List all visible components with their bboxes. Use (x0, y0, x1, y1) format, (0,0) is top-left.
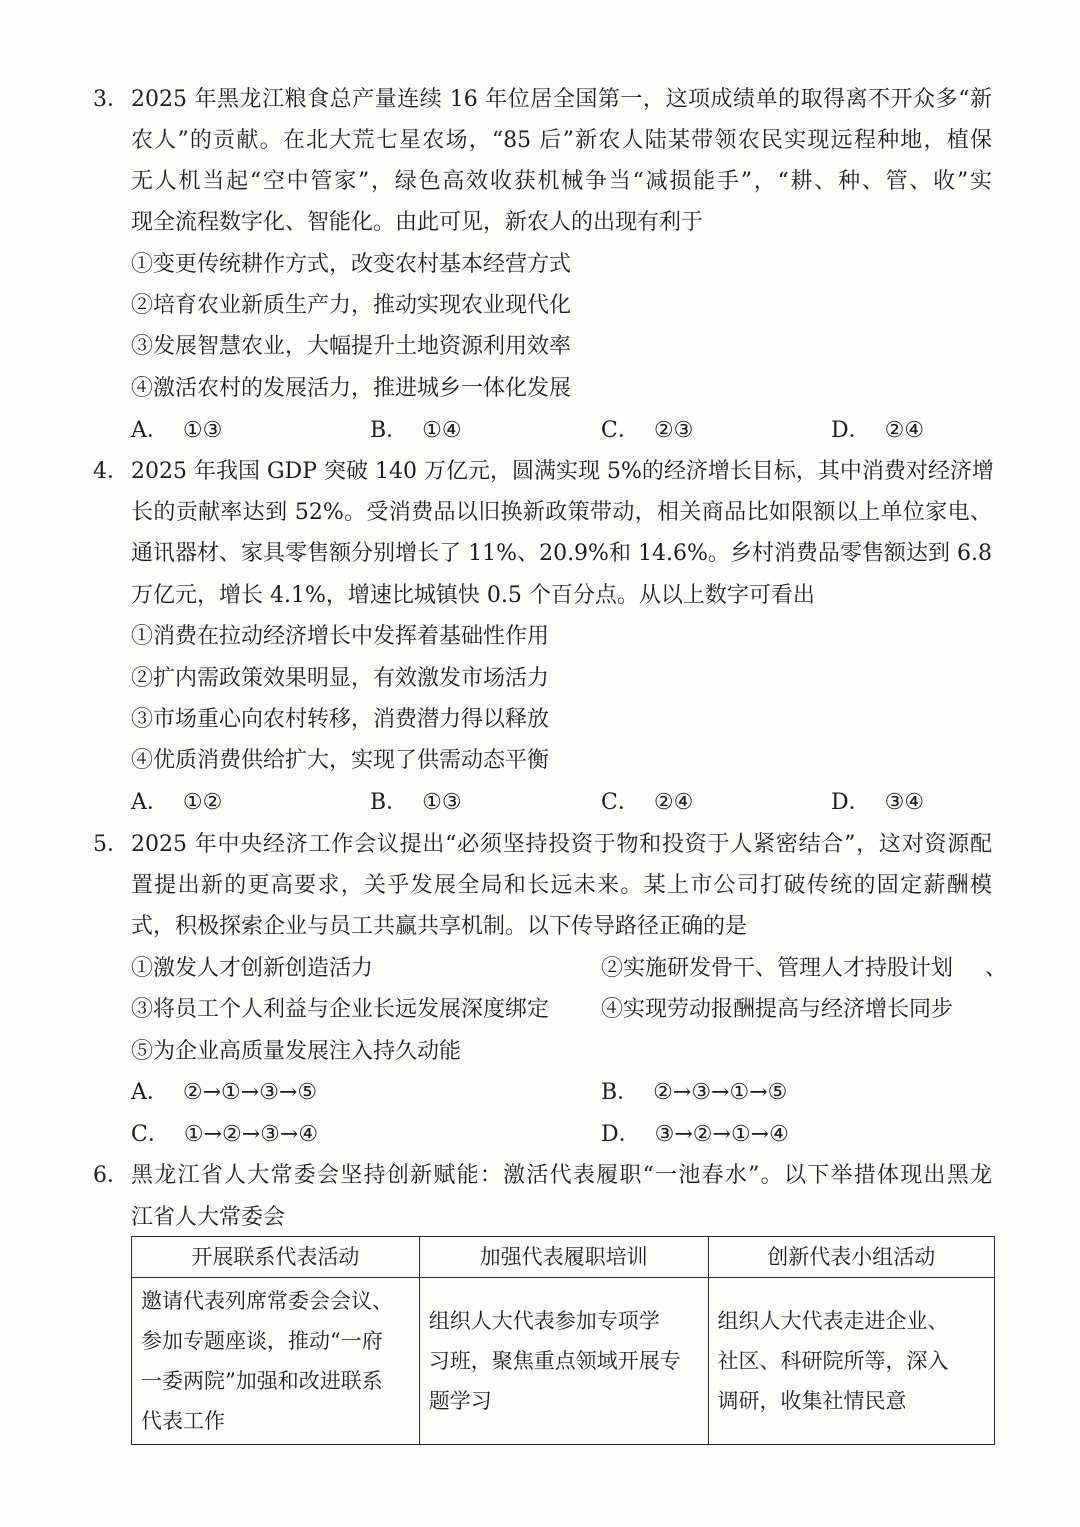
measures-table (131, 1236, 995, 1445)
statement-3: ③发展智慧农业，大幅提升土地资源利用效率 (131, 334, 572, 359)
question-number: 5． (93, 832, 129, 857)
question-stem-line: 无人机当起“空中管家”，绿色高效收获机械争当“减损能手”，“耕、种、管、收”实 (131, 169, 992, 194)
stray-mark: 、 (985, 956, 1008, 981)
table-header-cell: 开展联系代表活动 (132, 1237, 420, 1278)
statement-3: ③市场重心向农村转移，消费潜力得以释放 (131, 707, 550, 732)
option-c[interactable]: C． ②④ (601, 790, 694, 815)
option-b[interactable]: B． ①③ (370, 790, 462, 815)
statement-2: ②扩内需政策效果明显，有效激发市场活力 (131, 666, 550, 691)
statement-4: ④实现劳动报酬提高与经济增长同步 (601, 997, 954, 1022)
question-stem-line: 2025 年中央经济工作会议提出“必须坚持投资于物和投资于人紧密结合”，这对资源配 (131, 832, 992, 857)
question-stem-line: 置提出新的更高要求，关乎发展全局和长远未来。某上市公司打破传统的固定薪酬模 (131, 873, 992, 898)
question-stem-line: 式，积极探索企业与员工共赢共享机制。以下传导路径正确的是 (131, 914, 748, 939)
question-stem-line: 2025 年我国 GDP 突破 140 万亿元，圆满实现 5%的经济增长目标，其中消费对经济增 (131, 459, 994, 484)
table-row (132, 1278, 995, 1445)
statement-1: ①激发人才创新创造活力 (131, 956, 374, 981)
question-stem-line: 长的贡献率达到 52%。受消费品以旧换新政策带动，相关商品比如限额以上单位家电、 (131, 500, 992, 525)
option-c[interactable]: C． ②③ (601, 418, 694, 443)
table-header-row (132, 1237, 995, 1278)
table-cell: 组织人大代表参加专项学 习班，聚焦重点领域开展专 题学习 (419, 1278, 708, 1445)
option-a[interactable]: A． ①② (131, 790, 223, 815)
option-a[interactable]: A． ②→①→③→⑤ (131, 1080, 318, 1105)
option-b[interactable]: B． ②→③→①→⑤ (601, 1080, 788, 1105)
question-number: 4． (93, 459, 129, 484)
option-a[interactable]: A． ①③ (131, 418, 223, 443)
option-d[interactable]: D． ③→②→①→④ (601, 1122, 789, 1147)
option-b[interactable]: B． ①④ (370, 418, 462, 443)
question-stem-line: 农人”的贡献。在北大荒七星农场，“85 后”新农人陆某带领农民实现远程种地，植保 (131, 128, 992, 153)
question-stem-line: 江省人大常委会 (131, 1205, 286, 1230)
question-stem-line: 2025 年黑龙江粮食总产量连续 16 年位居全国第一，这项成绩单的取得离不开众多“新 (131, 87, 992, 112)
statement-4: ④激活农村的发展活力，推进城乡一体化发展 (131, 376, 572, 401)
question-stem-line: 通讯器材、家具零售额分别增长了 11%、20.9%和 14.6%。乡村消费品零售额达到 6.8 (131, 541, 992, 566)
table-header-cell: 创新代表小组活动 (708, 1237, 994, 1278)
table-header-cell: 加强代表履职培训 (419, 1237, 708, 1278)
option-d[interactable]: D． ③④ (831, 790, 925, 815)
statement-5: ⑤为企业高质量发展注入持久动能 (131, 1039, 462, 1064)
question-number: 3． (93, 87, 129, 112)
question-number: 6． (93, 1163, 129, 1188)
table-cell: 邀请代表列席常委会会议、 参加专题座谈，推动“一府 一委两院”加强和改进联系 代表工作 (132, 1278, 420, 1445)
statement-2: ②实施研发骨干、管理人才持股计划 (601, 956, 954, 981)
statement-1: ①消费在拉动经济增长中发挥着基础性作用 (131, 624, 550, 649)
question-stem-line: 黑龙江省人大常委会坚持创新赋能：激活代表履职“一池春水”。以下举措体现出黑龙 (131, 1163, 992, 1188)
option-d[interactable]: D． ②④ (831, 418, 925, 443)
statement-2: ②培育农业新质生产力，推动实现农业现代化 (131, 293, 572, 318)
option-c[interactable]: C． ①→②→③→④ (131, 1122, 319, 1147)
statement-4: ④优质消费供给扩大，实现了供需动态平衡 (131, 748, 550, 773)
table-cell: 组织人大代表走进企业、 社区、科研院所等，深入 调研，收集社情民意 (708, 1278, 994, 1445)
question-stem-line: 万亿元，增长 4.1%，增速比城镇快 0.5 个百分点。从以上数字可看出 (131, 583, 815, 608)
question-stem-line: 现全流程数字化、智能化。由此可见，新农人的出现有利于 (131, 210, 704, 235)
statement-3: ③将员工个人利益与企业长远发展深度绑定 (131, 997, 550, 1022)
statement-1: ①变更传统耕作方式，改变农村基本经营方式 (131, 252, 572, 277)
